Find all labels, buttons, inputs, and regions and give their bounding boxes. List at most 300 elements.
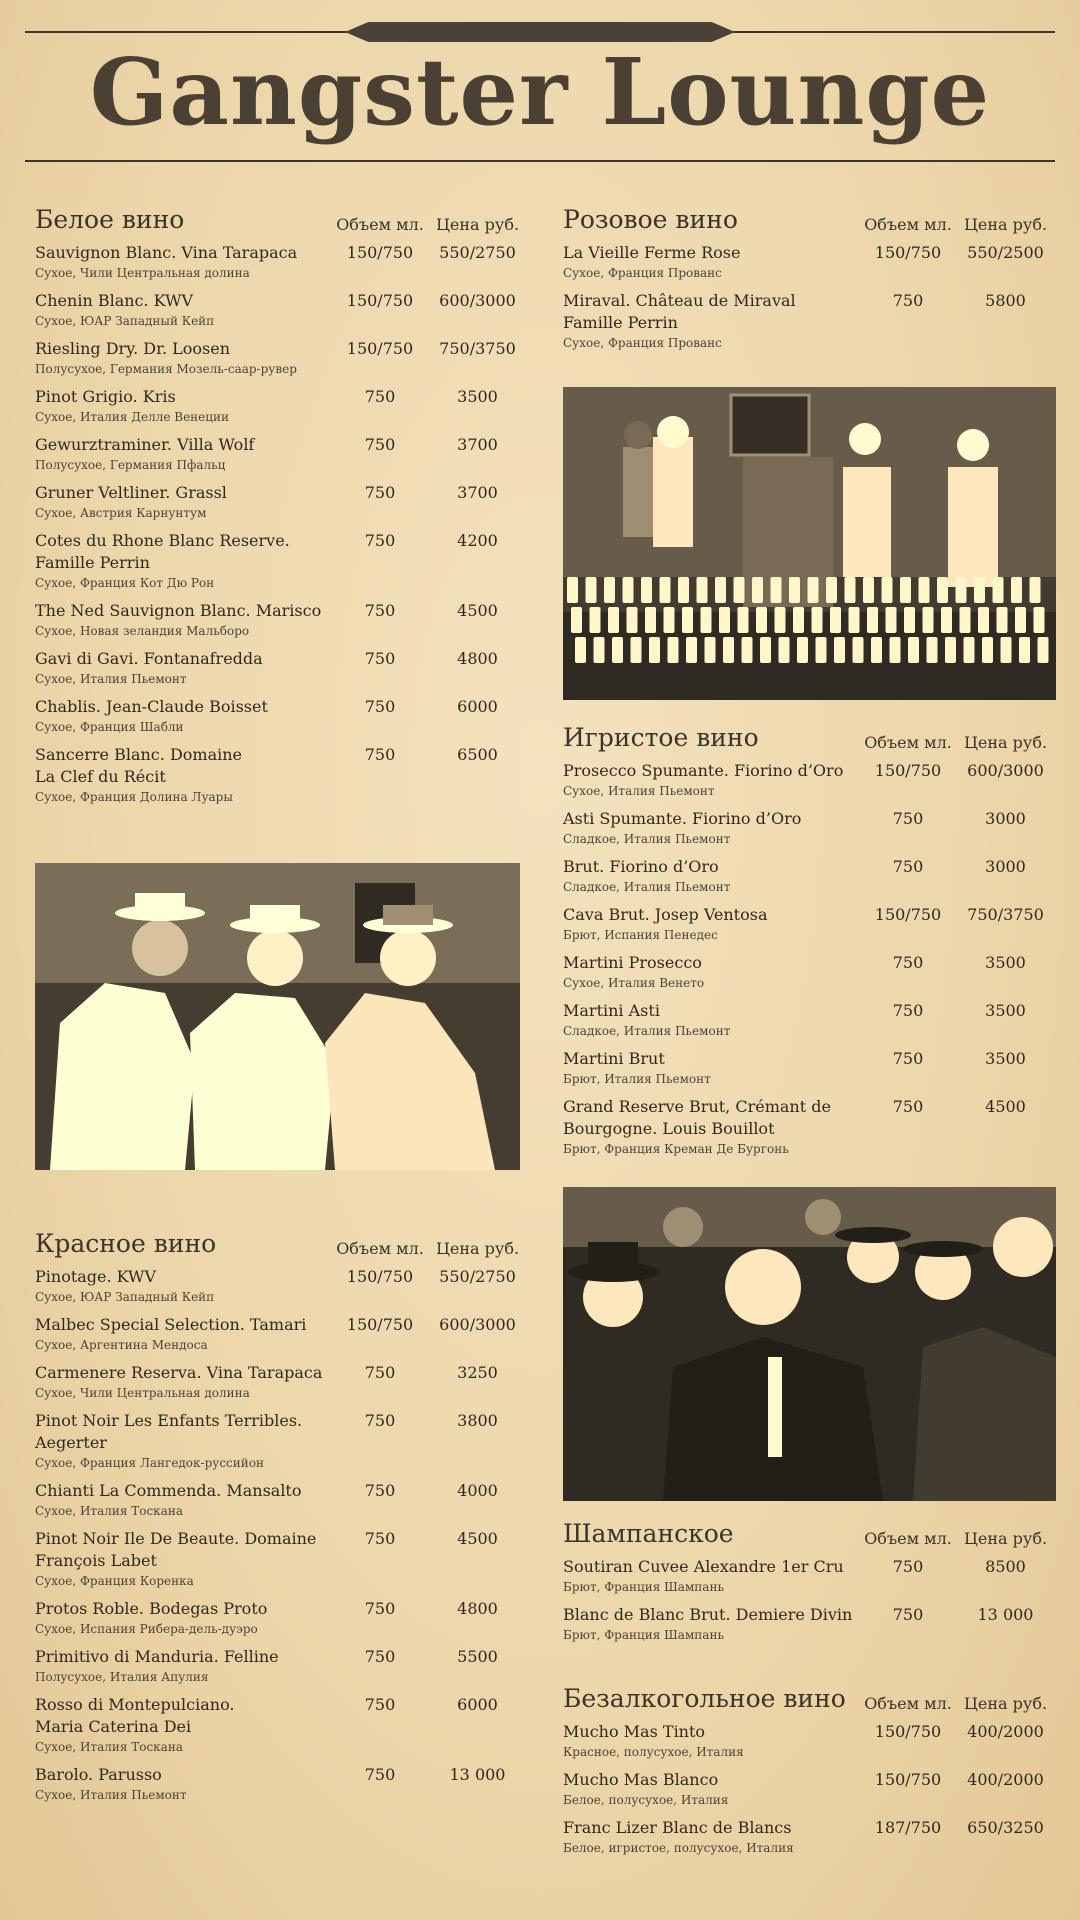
menu-item-line (563, 290, 1053, 334)
menu-item-line (563, 1000, 1053, 1022)
wine-volume: 750 (892, 953, 924, 972)
section-header (563, 200, 1053, 234)
volume-column-header: Объем мл. (864, 215, 952, 234)
bottle-shape (1011, 577, 1022, 603)
wine-name: Rosso di Montepulciano. Maria Caterina Dei (35, 1695, 235, 1736)
wine-description: Сухое, Италия Тоскана (35, 1740, 183, 1754)
menu-item (35, 290, 525, 330)
wine-description: Сухое, Франция Долина Луары (35, 790, 233, 804)
wine-name: Primitivo di Manduria. Felline (35, 1647, 279, 1666)
wine-price: 600/3000 (967, 761, 1044, 780)
wine-description: Сухое, Испания Рибера-дель-дуэро (35, 1622, 258, 1636)
wine-volume: 750 (364, 387, 396, 406)
wine-price: 8500 (985, 1557, 1026, 1576)
wine-volume: 750 (364, 649, 396, 668)
menu-item-line (35, 1362, 525, 1384)
menu-item-line (35, 290, 525, 312)
bottle-shape (612, 637, 623, 663)
volume-column-header: Объем мл. (336, 1239, 424, 1258)
wine-description: Сухое, Франция Коренка (35, 1574, 194, 1588)
bottle-shape (701, 607, 712, 633)
bottle-shape (664, 607, 675, 633)
wine-description: Полусухое, Германия Мозель-саар-рувер (35, 362, 297, 376)
section-white-wine (35, 200, 525, 806)
menu-item (35, 1480, 525, 1520)
wine-name: Prosecco Spumante. Fiorino d’Oro (563, 761, 844, 780)
bottle-shape (779, 637, 790, 663)
menu-item (563, 290, 1053, 352)
wine-name: Barolo. Parusso (35, 1765, 162, 1784)
bottle-shape (1030, 577, 1041, 603)
bottle-shape (734, 577, 745, 603)
wine-name: Chianti La Commenda. Mansalto (35, 1481, 302, 1500)
wine-volume: 750 (892, 1049, 924, 1068)
bottle-shape (945, 637, 956, 663)
wine-volume: 750 (892, 809, 924, 828)
wine-volume: 150/750 (346, 339, 414, 358)
wine-name: Gewurztraminer. Villa Wolf (35, 435, 255, 454)
wine-volume: 750 (892, 1001, 924, 1020)
wine-price: 4800 (457, 1599, 498, 1618)
menu-item-line (35, 1598, 525, 1620)
wine-description: Сухое, Австрия Карнунтум (35, 506, 207, 520)
wine-description: Сухое, Италия Тоскана (35, 1504, 183, 1518)
wine-name: Martini Prosecco (563, 953, 702, 972)
wine-volume: 187/750 (874, 1818, 942, 1837)
wine-name: Grand Reserve Brut, Crémant de Bourgogne. Louis Bouillot (563, 1097, 831, 1138)
menu-item-line (35, 1528, 525, 1572)
menu-item (35, 434, 525, 474)
photo-three-men (35, 863, 520, 1170)
wine-volume: 150/750 (874, 1770, 942, 1789)
volume-column-header: Объем мл. (864, 1529, 952, 1548)
wine-name: Blanc de Blanc Brut. Demiere Divin (563, 1605, 853, 1624)
bottle-shape (604, 577, 615, 603)
wine-price: 3500 (985, 953, 1026, 972)
section-title: Игристое вино (563, 723, 759, 752)
bottle-shape (738, 607, 749, 633)
menu-item (563, 952, 1053, 992)
bottle-shape (608, 607, 619, 633)
wine-description: Сухое, Чили Центральная долина (35, 1386, 250, 1400)
wine-price: 5500 (457, 1647, 498, 1666)
bottle-shape (890, 637, 901, 663)
bottle-shape (686, 637, 697, 663)
menu-item (35, 696, 525, 736)
bottle-shape (668, 637, 679, 663)
menu-item-line (563, 760, 1053, 782)
wine-price: 3800 (457, 1411, 498, 1430)
wine-name: Gruner Veltliner. Grassl (35, 483, 227, 502)
wine-volume: 750 (892, 1097, 924, 1116)
menu-item (563, 760, 1053, 800)
bottle-shape (645, 607, 656, 633)
menu-item (563, 1000, 1053, 1040)
bottle-shape (867, 607, 878, 633)
bottle-shape (594, 637, 605, 663)
section-red-wine (35, 1224, 525, 1804)
menu-header (0, 0, 1080, 170)
menu-item-line (35, 482, 525, 504)
bottle-shape (752, 577, 763, 603)
wine-name: Martini Brut (563, 1049, 665, 1068)
menu-item-line (563, 952, 1053, 974)
wine-name: Riesling Dry. Dr. Loosen (35, 339, 231, 358)
wine-volume: 750 (364, 483, 396, 502)
bottle-shape (771, 577, 782, 603)
wine-name: Martini Asti (563, 1001, 660, 1020)
wine-name: Sancerre Blanc. Domaine La Clef du Récit (35, 745, 242, 786)
wine-description: Белое, игристое, полусухое, Италия (563, 1841, 794, 1855)
menu-item-line (563, 1604, 1053, 1626)
menu-item-line (35, 242, 525, 264)
wine-description: Полусухое, Германия Пфальц (35, 458, 226, 472)
wine-price: 4500 (457, 1529, 498, 1548)
bottle-shape (760, 637, 771, 663)
wine-name: La Vieille Ferme Rose (563, 243, 741, 262)
wine-name: Gavi di Gavi. Fontanafredda (35, 649, 263, 668)
section-header (563, 1514, 1053, 1548)
bottle-shape (982, 637, 993, 663)
price-column-header: Цена руб. (435, 215, 520, 234)
bottle-shape (816, 637, 827, 663)
wine-description: Брют, Франция Креман Де Бургонь (563, 1142, 789, 1156)
bottle-shape (964, 637, 975, 663)
wine-description: Полусухое, Италия Апулия (35, 1670, 209, 1684)
wine-description: Сухое, ЮАР Западный Кейп (35, 1290, 215, 1304)
bottle-shape (1015, 607, 1026, 633)
bottle-shape (834, 637, 845, 663)
bottle-shape (575, 637, 586, 663)
volume-column-header: Объем мл. (336, 215, 424, 234)
bottle-shape (586, 577, 597, 603)
bottle-shape (853, 637, 864, 663)
menu-item (563, 1769, 1053, 1809)
wine-price: 750/3750 (967, 905, 1044, 924)
bottle-shape (1001, 637, 1012, 663)
bottle-shape (849, 607, 860, 633)
wine-name: Carmenere Reserva. Vina Tarapaca (35, 1363, 323, 1382)
bottle-shape (641, 577, 652, 603)
wine-name: Malbec Special Selection. Tamari (35, 1315, 307, 1334)
bottle-shape (927, 637, 938, 663)
wine-price: 6000 (457, 1695, 498, 1714)
menu-item-line (35, 530, 525, 574)
wine-description: Сухое, Новая зеландия Мальборо (35, 624, 250, 638)
wine-volume: 750 (364, 1411, 396, 1430)
wine-price: 400/2000 (967, 1770, 1044, 1789)
price-column-header: Цена руб. (963, 1529, 1048, 1548)
bottle-shape (993, 577, 1004, 603)
wine-volume: 150/750 (874, 1722, 942, 1741)
bottle-shape (571, 607, 582, 633)
bottle-shape (797, 637, 808, 663)
menu-item (35, 386, 525, 426)
wine-price: 6500 (457, 745, 498, 764)
section-title: Безалкогольное вино (563, 1684, 846, 1713)
menu-item (35, 1362, 525, 1402)
menu-title: Gangster Lounge (89, 38, 991, 146)
bottle-shape (590, 607, 601, 633)
menu-item-line (35, 1764, 525, 1786)
wine-volume: 750 (892, 1557, 924, 1576)
wine-name: Cava Brut. Josep Ventosa (563, 905, 768, 924)
section-header (563, 1679, 1053, 1713)
wine-volume: 750 (364, 1765, 396, 1784)
wine-description: Сухое, Франция Прованс (563, 266, 722, 280)
menu-item-line (35, 648, 525, 670)
menu-item-line (563, 1817, 1053, 1839)
menu-item (35, 744, 525, 806)
bottle-shape (567, 577, 578, 603)
wine-description: Брют, Италия Пьемонт (563, 1072, 711, 1086)
bottle-shape (937, 577, 948, 603)
bottle-shape (697, 577, 708, 603)
bottle-shape (886, 607, 897, 633)
bottle-shape (919, 577, 930, 603)
wine-price: 4000 (457, 1481, 498, 1500)
menu-item (35, 1314, 525, 1354)
wine-volume: 150/750 (346, 243, 414, 262)
header-bottom-rule (25, 160, 1055, 162)
bottle-shape (978, 607, 989, 633)
menu-item (35, 648, 525, 688)
menu-item-line (35, 1410, 525, 1454)
wine-description: Сухое, Италия Венето (563, 976, 705, 990)
wine-name: Cotes du Rhone Blanc Reserve. Famille Perrin (35, 531, 290, 572)
wine-price: 4200 (457, 531, 498, 550)
section-sparkling-wine (563, 718, 1053, 1158)
menu-item-line (35, 696, 525, 718)
wine-description: Красное, полусухое, Италия (563, 1745, 744, 1759)
wine-volume: 750 (364, 1695, 396, 1714)
menu-item-line (563, 808, 1053, 830)
menu-item (35, 1528, 525, 1590)
wine-price: 3700 (457, 483, 498, 502)
menu-item (563, 856, 1053, 896)
bottle-shape (715, 577, 726, 603)
wine-price: 5800 (985, 291, 1026, 310)
wine-name: Brut. Fiorino d’Oro (563, 857, 719, 876)
bottle-shape (719, 607, 730, 633)
bottle-shape (623, 577, 634, 603)
wine-price: 4500 (457, 601, 498, 620)
wine-name: Franc Lizer Blanc de Blancs (563, 1818, 792, 1837)
bottle-shape (723, 637, 734, 663)
wine-volume: 750 (364, 697, 396, 716)
bottle-shape (660, 577, 671, 603)
wine-description: Брют, Испания Пенедес (563, 928, 718, 942)
wine-description: Брют, Франция Шампань (563, 1580, 724, 1594)
menu-item (563, 808, 1053, 848)
wine-price: 550/2500 (967, 243, 1044, 262)
bottle-shape (649, 637, 660, 663)
menu-item (35, 482, 525, 522)
wine-description: Сухое, Италия Пьемонт (563, 784, 715, 798)
wine-description: Сухое, Франция Кот Дю Рон (35, 576, 215, 590)
bottle-shape (793, 607, 804, 633)
price-column-header: Цена руб. (963, 1694, 1048, 1713)
wine-volume: 750 (364, 1363, 396, 1382)
wine-name: Soutiran Cuvee Alexandre 1er Cru (563, 1557, 844, 1576)
section-champagne (563, 1514, 1053, 1644)
section-header (35, 1224, 525, 1258)
bottle-shape (808, 577, 819, 603)
menu-item (563, 1721, 1053, 1761)
menu-item (563, 1096, 1053, 1158)
menu-item (563, 1048, 1053, 1088)
menu-item-line (563, 856, 1053, 878)
wine-name: Sauvignon Blanc. Vina Tarapaca (35, 243, 298, 262)
menu-item-line (35, 434, 525, 456)
menu-item (563, 1817, 1053, 1857)
wine-name: Chenin Blanc. KWV (35, 291, 194, 310)
bottle-shape (863, 577, 874, 603)
menu-item-line (35, 1694, 525, 1738)
wine-price: 13 000 (449, 1765, 506, 1784)
menu-item-line (563, 904, 1053, 926)
bottle-shape (904, 607, 915, 633)
wine-name: The Ned Sauvignon Blanc. Marisco (35, 601, 322, 620)
wine-volume: 750 (892, 857, 924, 876)
section-title: Красное вино (35, 1229, 217, 1258)
wine-price: 3000 (985, 809, 1026, 828)
wine-price: 750/3750 (439, 339, 516, 358)
bottle-shape (974, 577, 985, 603)
wine-volume: 750 (364, 1599, 396, 1618)
menu-item (35, 338, 525, 378)
bottle-shape (631, 637, 642, 663)
wine-name: Mucho Mas Blanco (563, 1770, 719, 1789)
wine-price: 3250 (457, 1363, 498, 1382)
wine-price: 650/3250 (967, 1818, 1044, 1837)
menu-item-line (563, 242, 1053, 264)
wine-name: Pinotage. KWV (35, 1267, 157, 1286)
menu-item-line (35, 1480, 525, 1502)
wine-description: Сладкое, Италия Пьемонт (563, 1024, 731, 1038)
menu-item (35, 1598, 525, 1638)
menu-item (563, 1604, 1053, 1644)
bottle-shape (705, 637, 716, 663)
wine-description: Сухое, Франция Прованс (563, 336, 722, 350)
wine-volume: 750 (364, 1481, 396, 1500)
price-column-header: Цена руб. (963, 215, 1048, 234)
bottle-shape (826, 577, 837, 603)
menu-item-line (35, 1266, 525, 1288)
wine-description: Сухое, Чили Центральная долина (35, 266, 250, 280)
wine-volume: 750 (364, 601, 396, 620)
wine-name: Protos Roble. Bodegas Proto (35, 1599, 268, 1618)
wine-price: 550/2750 (439, 243, 516, 262)
wine-volume: 750 (364, 1647, 396, 1666)
menu-item (35, 242, 525, 282)
bottle-shape (997, 607, 1008, 633)
bottle-shape (756, 607, 767, 633)
wine-description: Сухое, ЮАР Западный Кейп (35, 314, 215, 328)
menu-item (563, 904, 1053, 944)
bottle-shape (627, 607, 638, 633)
bottle-shape (775, 607, 786, 633)
wine-description: Сухое, Франция Лангедок-руссийон (35, 1456, 264, 1470)
bottle-shape (845, 577, 856, 603)
bottle-shape (871, 637, 882, 663)
wine-price: 3500 (985, 1001, 1026, 1020)
wine-price: 3500 (457, 387, 498, 406)
wine-name: Pinot Grigio. Kris (35, 387, 176, 406)
wine-price: 550/2750 (439, 1267, 516, 1286)
wine-price: 400/2000 (967, 1722, 1044, 1741)
bottle-shape (682, 607, 693, 633)
bottle-shape (789, 577, 800, 603)
wine-price: 600/3000 (439, 291, 516, 310)
menu-item (35, 600, 525, 640)
wine-description: Сладкое, Италия Пьемонт (563, 880, 731, 894)
wine-description: Сухое, Италия Пьемонт (35, 1788, 187, 1802)
bottle-shape (908, 637, 919, 663)
wine-volume: 750 (364, 1529, 396, 1548)
menu-item-line (563, 1048, 1053, 1070)
price-column-header: Цена руб. (435, 1239, 520, 1258)
section-title: Розовое вино (563, 205, 738, 234)
bottle-shape (1038, 637, 1049, 663)
menu-item-line (563, 1096, 1053, 1140)
wine-description: Сухое, Аргентина Мендоса (35, 1338, 208, 1352)
bottle-shape (812, 607, 823, 633)
section-title: Шампанское (563, 1519, 734, 1548)
menu-item (35, 530, 525, 592)
section-rose-wine (563, 200, 1053, 352)
menu-item (35, 1764, 525, 1804)
menu-item (35, 1410, 525, 1472)
menu-item-line (563, 1721, 1053, 1743)
wine-name: Miraval. Château de Miraval Famille Perrin (563, 291, 796, 332)
menu-item-line (35, 1314, 525, 1336)
menu-item-line (35, 338, 525, 360)
menu-item-line (563, 1556, 1053, 1578)
wine-price: 6000 (457, 697, 498, 716)
wine-volume: 150/750 (874, 905, 942, 924)
bottle-shape (742, 637, 753, 663)
section-nonalcoholic-wine (563, 1679, 1053, 1857)
bottle-shape (923, 607, 934, 633)
wine-price: 600/3000 (439, 1315, 516, 1334)
wine-volume: 750 (364, 745, 396, 764)
wine-volume: 750 (364, 531, 396, 550)
bottle-shape (882, 577, 893, 603)
menu-item (35, 1266, 525, 1306)
wine-volume: 150/750 (874, 761, 942, 780)
wine-price: 4800 (457, 649, 498, 668)
bottle-shape (900, 577, 911, 603)
bottle-shape (960, 607, 971, 633)
wine-volume: 150/750 (346, 1315, 414, 1334)
wine-name: Pinot Noir Les Enfants Terribles. Aegerter (35, 1411, 303, 1452)
menu-item-line (35, 386, 525, 408)
section-header (35, 200, 525, 234)
wine-volume: 150/750 (346, 291, 414, 310)
menu-item-line (35, 600, 525, 622)
wine-volume: 150/750 (874, 243, 942, 262)
bottle-shape (678, 577, 689, 603)
wine-description: Белое, полусухое, Италия (563, 1793, 729, 1807)
wine-description: Сладкое, Италия Пьемонт (563, 832, 731, 846)
wine-volume: 750 (892, 291, 924, 310)
wine-price: 13 000 (977, 1605, 1034, 1624)
wine-description: Брют, Франция Шампань (563, 1628, 724, 1642)
wine-name: Mucho Mas Tinto (563, 1722, 706, 1741)
bottle-shape (830, 607, 841, 633)
photo-crowd-drinking (563, 1187, 1056, 1501)
